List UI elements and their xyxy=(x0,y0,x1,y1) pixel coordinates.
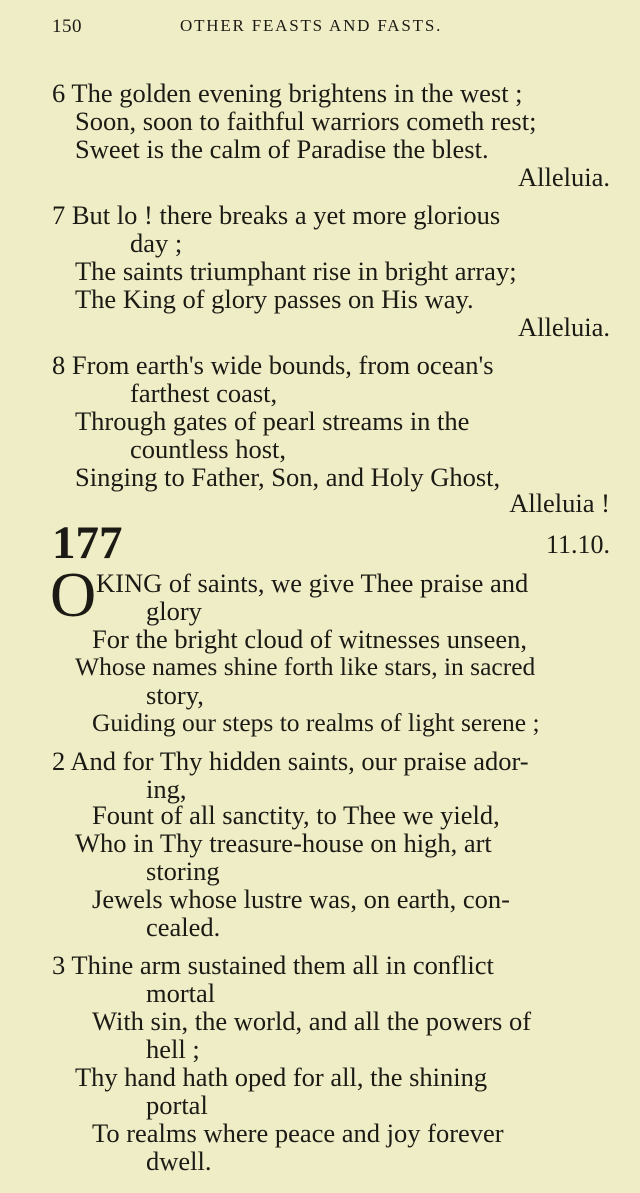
refrain: Alleluia ! xyxy=(509,488,610,518)
verse-number: 8 xyxy=(52,350,66,380)
verse-line: 2 And for Thy hidden saints, our praise ador- xyxy=(52,746,529,776)
verse-line: The saints triumphant rise in bright array; xyxy=(75,256,517,286)
verse-line: Through gates of pearl streams in the xyxy=(75,406,470,436)
verse-line: 3 Thine arm sustained them all in conflict xyxy=(52,950,494,980)
verse-number: 2 xyxy=(52,746,66,776)
hymn-meter: 11.10. xyxy=(545,530,610,559)
verse-number: 3 xyxy=(52,950,66,980)
verse-line: 8 From earth's wide bounds, from ocean's xyxy=(52,350,494,380)
hymn-number: 177 xyxy=(52,517,123,569)
verse-line: Who in Thy treasure-house on high, art xyxy=(75,828,492,858)
verse-line: For the bright cloud of witnesses unseen, xyxy=(92,624,527,654)
drop-cap: O xyxy=(50,559,97,630)
verse-line: To realms where peace and joy forever xyxy=(92,1118,504,1148)
verse-line: Jewels whose lustre was, on earth, con- xyxy=(92,884,510,914)
verse-line: dwell. xyxy=(146,1146,212,1176)
verse-line: countless host, xyxy=(130,434,287,464)
refrain: Alleluia. xyxy=(518,162,610,192)
verse-line: 7 But lo ! there breaks a yet more glorious xyxy=(52,200,501,230)
page-header xyxy=(52,16,612,44)
verse-line: portal xyxy=(146,1090,208,1120)
verse-line: story, xyxy=(146,680,204,710)
verse-line: Thy hand hath oped for all, the shining xyxy=(75,1062,488,1092)
verse-line: day ; xyxy=(130,228,183,258)
verse-line: 6 The golden evening brightens in the west ; xyxy=(52,78,523,108)
verse-line: Soon, soon to faithful warriors cometh rest; xyxy=(75,106,537,136)
running-head: OTHER FEASTS AND FASTS. xyxy=(180,16,443,35)
verse-line: The King of glory passes on His way. xyxy=(75,284,474,314)
verse-number: 7 xyxy=(52,200,66,230)
verse-line: Guiding our steps to realms of light serene ; xyxy=(92,708,540,737)
verse-number: 6 xyxy=(52,78,66,108)
verse-line: With sin, the world, and all the powers of xyxy=(92,1006,532,1036)
verse-line: Singing to Father, Son, and Holy Ghost, xyxy=(75,462,501,492)
verse-line: Whose names shine forth like stars, in sacred xyxy=(75,652,536,681)
verse-line: mortal xyxy=(146,978,216,1008)
verse-line: glory xyxy=(146,596,202,626)
verse-line: Fount of all sanctity, to Thee we yield, xyxy=(92,800,500,830)
verse-line: ing, xyxy=(146,774,187,804)
verse-line: hell ; xyxy=(146,1034,200,1064)
verse-line: farthest coast, xyxy=(130,378,278,408)
page-number: 150 xyxy=(52,16,82,37)
refrain: Alleluia. xyxy=(518,312,610,342)
verse-line: storing xyxy=(146,856,220,886)
verse-line: Sweet is the calm of Paradise the blest. xyxy=(75,134,489,164)
verse-line: KING of saints, we give Thee praise and xyxy=(96,568,529,598)
verse-line: cealed. xyxy=(146,912,221,942)
